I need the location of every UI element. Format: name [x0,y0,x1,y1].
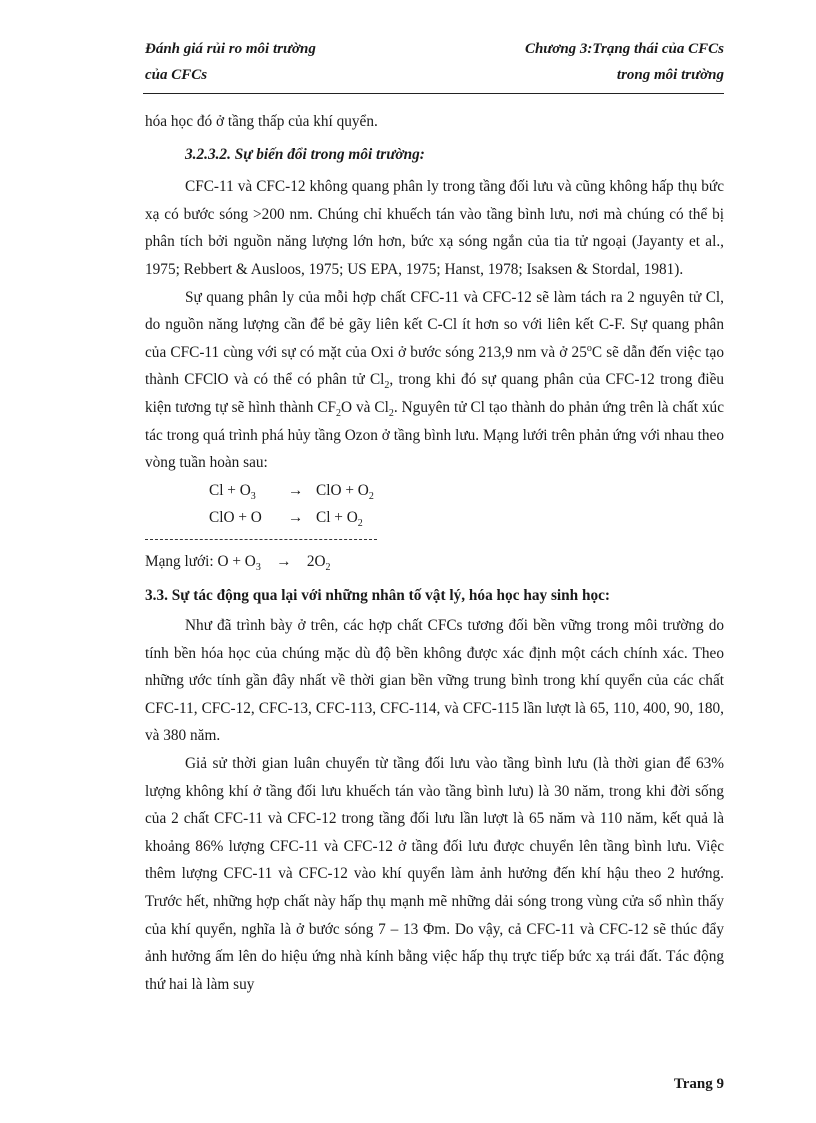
header-left-line2: của CFCs [145,67,208,83]
eq-term: ClO + O [209,509,262,527]
arrow-icon: → [276,552,292,570]
header-right-line1: Chương 3:Trạng thái của CFCs [524,41,724,57]
net-reaction [145,548,724,576]
subscript: 3 [255,561,261,573]
text-run: Sự quang phân ly của mỗi hợp chất CFC-11 và CFC-12 sẽ làm tách ra 2 nguyên tử Cl, do nguồn năng lượng cần để bẻ gãy liên kết C-Cl ít hơn so với liên kết C-F. Sự quang phân của CFC-11 cùng với sự có mặt của Oxi ở bước sóng 213,9 nm và ở 25 [145,288,724,361]
eq-term: ClO + O [316,481,369,499]
dashed-separator [145,539,377,540]
section-heading-3232: 3.2.3.2. Sự biến đổi trong môi trường: [185,145,425,163]
subscript: 2 [384,380,390,392]
header-divider [143,93,724,94]
superscript-degree: o [586,342,592,354]
eq-term: Cl + O [209,481,251,499]
paragraph-stability: Như đã trình bày ở trên, các hợp chất CFCs tương đối bền vững trong môi trường do tính bền hóa học của chúng mặc dù độ bền không được xác định một cách chính xác. Theo những ước tính gần đây nhất về thời gian bền vững trung bình trong khí quyển của các chất CFC-11, CFC-12, CFC-13, CFC-113, CFC-114, và CFC-115 lần lượt là 65, 110, 400, 90, 180, và 380 năm. [145,617,724,745]
page-number: Trang 9 [673,1076,724,1092]
subscript: 2 [325,561,331,573]
paragraph-continuation: hóa học đó ở tầng thấp của khí quyển. [145,113,378,130]
eq-term: Cl + O [316,509,358,527]
subscript: 2 [388,407,394,419]
paragraph-photolysis: CFC-11 và CFC-12 không quang phân ly trong tầng đối lưu và cũng không hấp thụ bức xạ có bước sóng >200 nm. Chúng chỉ khuếch tán vào tầng bình lưu, nơi mà chúng có thể bị phân tích bởi nguồn năng lượng lớn hơn, bức xạ sóng ngắn của tia tử ngoại (Jayanty et al., 1975; Rebbert & Ausloos, 1975; US EPA, 1975; Hanst, 1978; Isaksen & Stordal, 1981). [145,178,724,278]
header-right [525,36,724,88]
subscript: 3 [250,490,256,502]
equation-2 [145,504,724,532]
eq-term: 2O [306,552,326,570]
equation-1 [145,477,724,505]
subscript: 2 [336,407,342,419]
paragraph-chlorine-release [145,284,724,477]
text-run: , trong khi đó sự quang phân của CFC-12 trong điều kiện tương tự sẽ hình thành CF [145,371,725,416]
header-left [145,36,316,88]
paragraph-climate-effect: Giả sử thời gian luân chuyển từ tầng đối lưu vào tầng bình lưu (là thời gian để 63% lượng không khí ở tầng đối lưu khuếch tán vào tầng bình lưu) là 30 năm, trong khi đời sống của 2 chất CFC-11 và CFC-12 trong tầng đối lưu lần lượt là 65 năm và 110 năm, kết quả là khoảng 86% lượng CFC-11 và CFC-12 ở tầng đối lưu được chuyển lên tầng bình lưu. Việc thêm lượng CFC-11 và CFC-12 vào khí quyển làm ảnh hưởng đến khí hậu theo 2 hướng. Trước hết, những hợp chất này hấp thụ mạnh mẽ những dải sóng trong vùng cửa sổ nhìn thấy của khí quyển, nghĩa là ở bước sóng 7 – 13 Φm. Do vậy, cả CFC-11 và CFC-12 sẽ thúc đẩy ảnh hưởng ấm lên do hiệu ứng nhà kính bằng việc hấp thụ trực tiếp bức xạ trái đất. Tác động thứ hai là làm suy [145,755,724,993]
text-run: . Nguyên tử Cl tạo thành do phản ứng trên là chất xúc tác trong quá trình phá hủy tầng Ozon ở tầng bình lưu. Mạng lưới trên phản ứng với nhau theo vòng tuần hoàn sau: [145,398,724,472]
arrow-icon: → [288,481,304,499]
text-run: O và Cl [341,398,389,416]
subscript: 2 [368,490,374,502]
header-left-line1: Đánh giá rủi ro môi trường [145,41,316,57]
header-right-line2: trong môi trường [616,67,724,83]
eq-term: Mạng lưới: O + O [145,552,256,570]
subscript: 2 [357,518,363,530]
text-run: C sẽ dẫn đến việc tạo thành CFClO và có thể có phân tử Cl [145,343,724,389]
arrow-icon: → [288,509,304,527]
section-heading-33: 3.3. Sự tác động qua lại với những nhân tố vật lý, hóa học hay sinh học: [145,586,611,604]
page-body [145,108,724,998]
